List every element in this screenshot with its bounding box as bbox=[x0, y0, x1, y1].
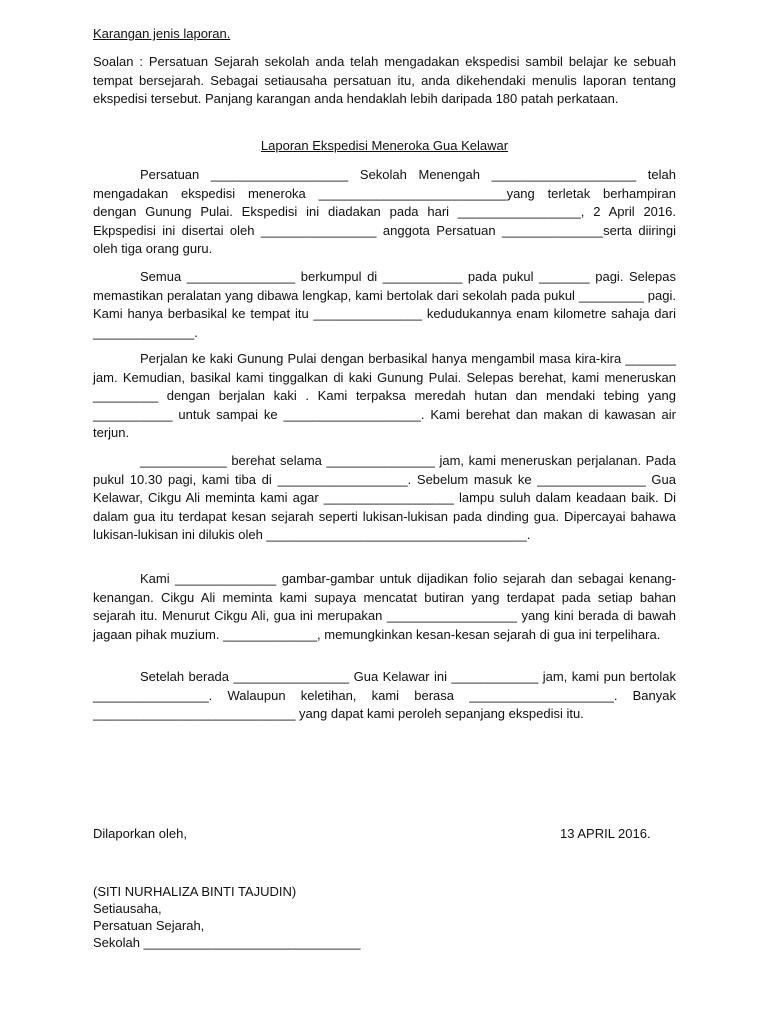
signatory-school: Sekolah ______________________________ bbox=[93, 935, 361, 950]
report-title: Laporan Ekspedisi Meneroka Gua Kelawar bbox=[260, 138, 509, 153]
signature-block bbox=[93, 883, 361, 951]
report-paragraph-4: ____________ berehat selama _______________ jam, kami meneruskan perjalanan. Pada pukul 10.30 pagi, kami tiba di __________________. Sebelum masuk ke _______________ Gua Kelawar, Cikgu Ali meminta kami agar __________________ lampu suluh dalam keadaan baik. Di dalam gua itu terdapat kesan sejarah seperti lukisan-lukisan pada dinding gua. Dipercayai bahawa lukisan-lukisan ini dilukis oleh ____________________________________. bbox=[93, 453, 676, 542]
signatory-name: (SITI NURHALIZA BINTI TAJUDIN) bbox=[93, 884, 297, 899]
reported-by-label: Dilaporkan oleh, bbox=[93, 826, 187, 841]
report-paragraph-2: Semua _______________ berkumpul di ___________ pada pukul _______ pagi. Selepas memastikan peralatan yang dibawa lengkap, kami bertolak dari sekolah pada pukul _________ pagi. Kami hanya berbasikal ke tempat itu _______________ kedudukannya enam kilometre sahaja dari ______________. bbox=[93, 269, 676, 340]
document-heading: Karangan jenis laporan. bbox=[93, 26, 231, 41]
report-paragraph-3: Perjalan ke kaki Gunung Pulai dengan berbasikal hanya mengambil masa kira-kira _______ jam. Kemudian, basikal kami tinggalkan di kaki Gunung Pulai. Selepas berehat, kami meneruskan _________ dengan berjalan kaki . Kami terpaksa meredah hutan dan mendaki tebing yang ___________ untuk sampai ke ___________________. Kami berehat dan makan di kawasan air terjun. bbox=[93, 351, 676, 440]
report-date: 13 APRIL 2016. bbox=[560, 826, 651, 841]
report-paragraph-6: Setelah berada ________________ Gua Kelawar ini ____________ jam, kami pun bertolak ________________. Walaupun keletihan, kami berasa ____________________. Banyak ____________________________ yang dapat kami peroleh sepanjang ekspedisi itu. bbox=[93, 669, 676, 721]
report-paragraph-5: Kami ______________ gambar-gambar untuk dijadikan folio sejarah dan sebagai kenang-kenangan. Cikgu Ali meminta kami supaya mencatat butiran yang terdapat pada setiap bahan sejarah itu. Menurut Cikgu Ali, gua ini merupakan __________________ yang kini berada di bawah jagaan pihak muzium. _____________, memungkinkan kesan-kesan sejarah di gua ini terpelihara. bbox=[93, 571, 676, 642]
question-text: Soalan : Persatuan Sejarah sekolah anda telah mengadakan ekspedisi sambil belajar ke sebuah tempat bersejarah. Sebagai setiausaha persatuan itu, anda dikehendaki menulis laporan tentang ekspedisi tersebut. Panjang karangan anda hendaklah lebih daripada 180 patah perkataan. bbox=[93, 54, 676, 106]
signatory-organization: Persatuan Sejarah, bbox=[93, 918, 205, 933]
signatory-position: Setiausaha, bbox=[93, 901, 162, 916]
report-paragraph-1: Persatuan ___________________ Sekolah Menengah ____________________ telah mengadakan ekspedisi meneroka __________________________yang terletak berhampiran dengan Gunung Pulai. Ekspedisi ini diadakan pada hari _________________, 2 April 2016. Ekpspedisi ini disertai oleh ________________ anggota Persatuan ______________serta diiringi oleh tiga orang guru. bbox=[93, 167, 676, 256]
